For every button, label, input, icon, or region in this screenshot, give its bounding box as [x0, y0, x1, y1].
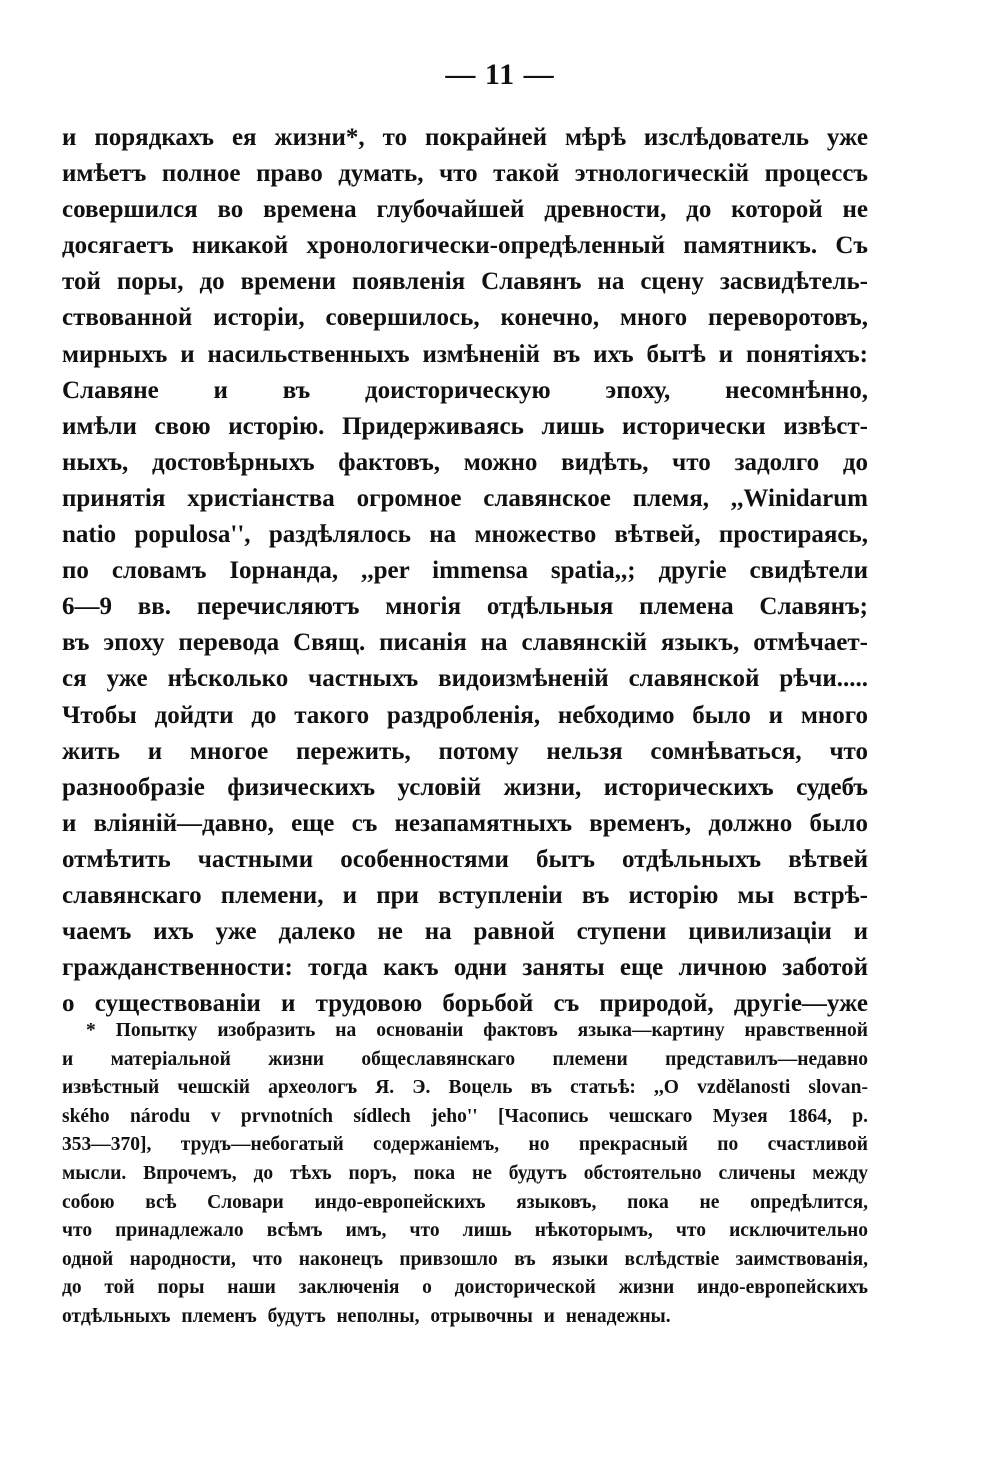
- text-line: 6—9 вв. перечисляютъ многія отдѣльныя племена Славянъ;: [62, 593, 868, 621]
- text-line: чаемъ ихъ уже далеко не на равной ступени цивилизаціи и: [62, 918, 868, 946]
- text-line: разнообразіе физическихъ условій жизни, историческихъ судебъ: [62, 773, 868, 801]
- footnote-line: одной народности, что наконецъ привзошло въ языки вслѣдствіе заимствованія,: [62, 1248, 868, 1270]
- text-line: ся уже нѣсколько частныхъ видоизмѣненій славянской рѣчи.....: [62, 665, 868, 693]
- text-line: совершился во времена глубочайшей древности, до которой не: [62, 196, 868, 224]
- text-line: той поры, до времени появленія Славянъ на сцену засвидѣтель-: [62, 268, 868, 296]
- text-line: жить и многое пережить, потому нельзя сомнѣваться, что: [62, 737, 868, 765]
- text-line: отмѣтить частными особенностями бытъ отдѣльныхъ вѣтвей: [62, 845, 868, 873]
- text-line: досягаетъ никакой хронологически-опредѣленный памятникъ. Съ: [62, 232, 868, 260]
- text-line: ствованной исторіи, совершилось, конечно, много переворотовъ,: [62, 304, 868, 332]
- footnote-line: * Попытку изобразить на основаніи фактовъ языка—картину нравственной: [86, 1020, 868, 1041]
- text-line: имѣетъ полное право думать, что такой этнологическій процессъ: [62, 160, 868, 188]
- text-line: славянскаго племени, и при вступленіи въ исторію мы встрѣ-: [62, 881, 868, 909]
- footnote-line: [62, 1303, 868, 1332]
- text-line: Славяне и въ доисторическую эпоху, несомнѣнно,: [62, 376, 868, 404]
- text-line: о существованіи и трудовою борьбой съ природой, другіе—уже: [62, 990, 868, 1018]
- text-line: по словамъ Іорнанда, ,,per immensa spatia,,; другіе свидѣтели: [62, 557, 868, 585]
- footnote-line-text: отдѣльныхъ племенъ будутъ неполны, отрывочны и ненадежны.: [62, 1305, 671, 1327]
- footnote-line: и матеріальной жизни общеславянскаго племени представилъ—недавно: [62, 1048, 868, 1070]
- text-line: имѣли свою исторію. Придерживаясь лишь исторически извѣст-: [62, 412, 868, 440]
- footnote-line: мысли. Впрочемъ, до тѣхъ поръ, пока не будутъ обстоятельно сличены между: [62, 1162, 868, 1184]
- text-line: въ эпоху перевода Свящ. писанія на славянскій языкъ, отмѣчает-: [62, 629, 868, 657]
- footnote-line: что принадлежало всѣмъ имъ, что лишь нѣкоторымъ, что исключительно: [62, 1220, 868, 1242]
- text-line: и вліяній—давно, еще съ незапамятныхъ временъ, должно было: [62, 809, 868, 837]
- text-line: natio populosa'', раздѣлялось на множество вѣтвей, простираясь,: [62, 521, 868, 549]
- text-line: принятія христіанства огромное славянское племя, ,,Winidarum: [62, 484, 868, 512]
- text-line: гражданственности: тогда какъ одни заняты еще личною заботой: [62, 954, 868, 982]
- footnote-block: [62, 1017, 868, 1332]
- text-line: мирныхъ и насильственныхъ измѣненій въ ихъ бытѣ и понятіяхъ:: [62, 340, 868, 368]
- main-text-block: [62, 120, 868, 1022]
- text-line: Чтобы дойдти до такого раздробленія, небходимо было и много: [62, 701, 868, 729]
- footnote-line: извѣстный чешскій археологъ Я. Э. Воцель въ статьѣ: ,,O vzdělanosti slovan-: [62, 1077, 868, 1099]
- footnote-line: ského národu v prvnotních sídlech jeho'' [Часопись чешскаго Музея 1864, p.: [62, 1105, 868, 1127]
- page-number: — 11 —: [445, 58, 555, 91]
- footnote-line: 353—370], трудъ—небогатый содержаніемъ, но прекрасный по счастливой: [62, 1134, 868, 1156]
- footnote-line: собою всѣ Словари индо-европейскихъ языковъ, пока не опредѣлится,: [62, 1191, 868, 1213]
- text-line: и порядкахъ ея жизни*, то покрайней мѣрѣ изслѣдователь уже: [62, 124, 868, 151]
- footnote-line: до той поры наши заключенія о доисторической жизни индо-европейскихъ: [62, 1277, 868, 1299]
- text-line: ныхъ, достовѣрныхъ фактовъ, можно видѣть, что задолго до: [62, 448, 868, 476]
